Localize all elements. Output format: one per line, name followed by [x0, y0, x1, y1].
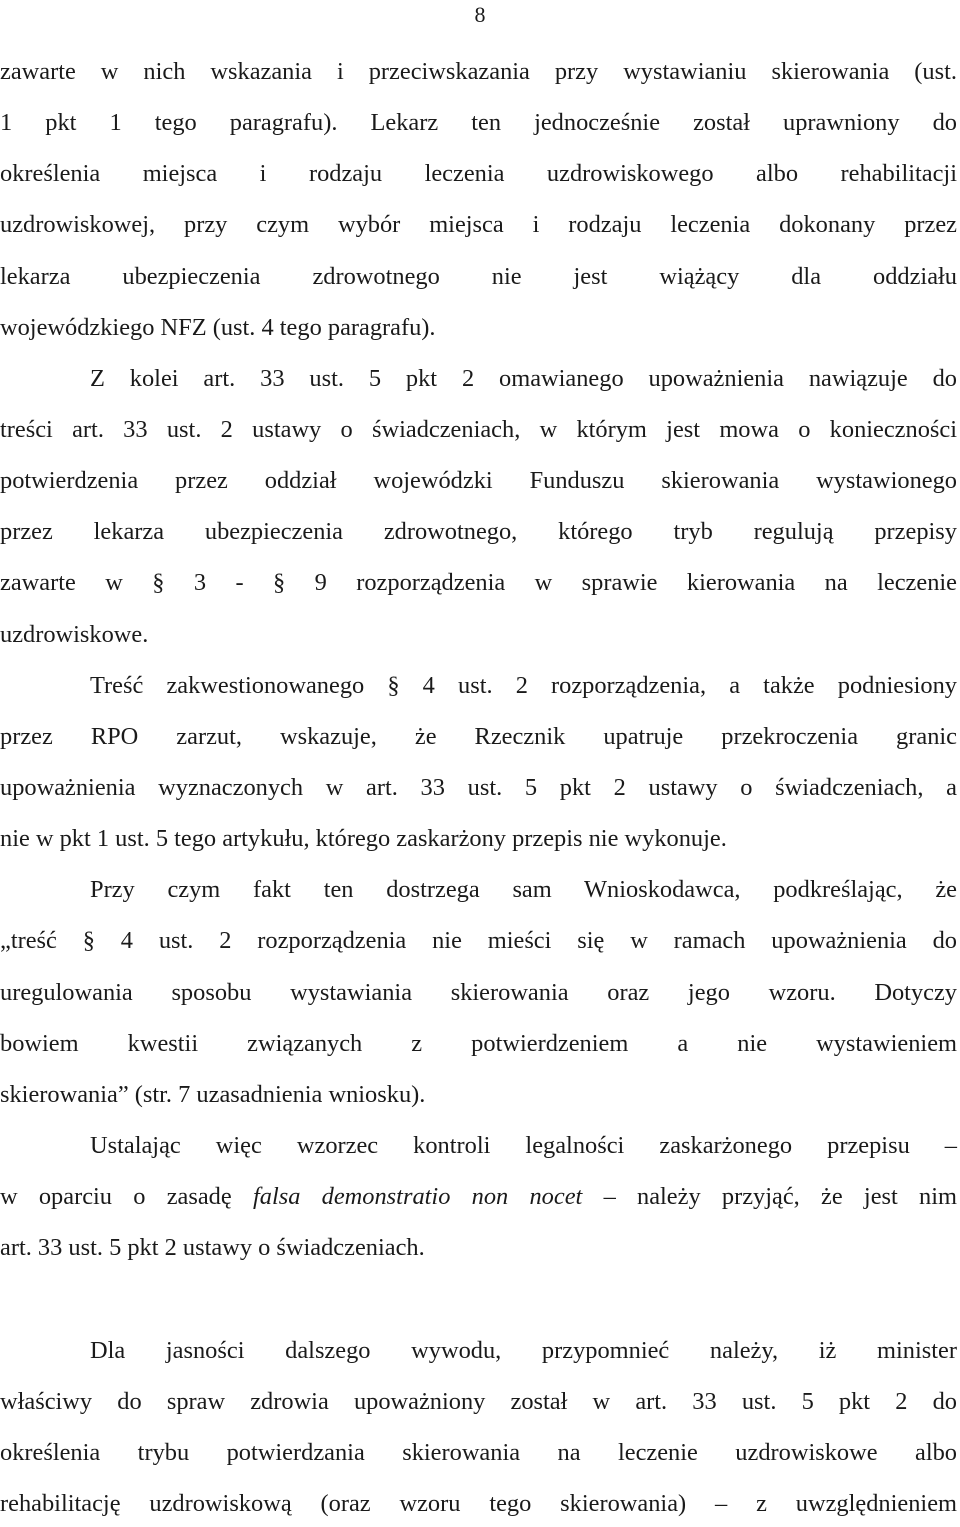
text-line: bowiem kwestii związanych z potwierdzeniem a nie wystawieniem [0, 1030, 957, 1057]
text-line: określenia trybu potwierdzania skierowania na leczenie uzdrowiskowe albo [0, 1439, 957, 1466]
text-segment: – należy przyjąć, że jest nim [603, 1183, 957, 1210]
text-line: wojewódzkiego NFZ (ust. 4 tego paragrafu). [0, 314, 436, 341]
text-line: zawarte w nich wskazania i przeciwskazania przy wystawianiu skierowania (ust. [0, 58, 957, 85]
text-line: przez lekarza ubezpieczenia zdrowotnego, którego tryb regulują przepisy [0, 518, 957, 545]
text-line: właściwy do spraw zdrowia upoważniony został w art. 33 ust. 5 pkt 2 do [0, 1388, 957, 1415]
paragraph-start-line: Ustalając więc wzorzec kontroli legalności zaskarżonego przepisu – [90, 1132, 957, 1159]
paragraph-start-line: Treść zakwestionowanego § 4 ust. 2 rozporządzenia, a także podniesiony [90, 672, 957, 699]
text-line: upoważnienia wyznaczonych w art. 33 ust. 5 pkt 2 ustawy o świadczeniach, a [0, 774, 957, 801]
text-line: art. 33 ust. 5 pkt 2 ustawy o świadczeniach. [0, 1234, 425, 1261]
text-line: określenia miejsca i rodzaju leczenia uzdrowiskowego albo rehabilitacji [0, 160, 957, 187]
text-line: treści art. 33 ust. 2 ustawy o świadczeniach, w którym jest mowa o konieczności [0, 416, 957, 443]
text-line: lekarza ubezpieczenia zdrowotnego nie jest wiążący dla oddziału [0, 263, 957, 290]
text-segment: w oparciu o zasadę [0, 1183, 232, 1210]
paragraph-start-line: Przy czym fakt ten dostrzega sam Wnioskodawca, podkreślając, że [90, 876, 957, 903]
text-line: przez RPO zarzut, wskazuje, że Rzecznik upatruje przekroczenia granic [0, 723, 957, 750]
text-line: uregulowania sposobu wystawiania skierowania oraz jego wzoru. Dotyczy [0, 979, 957, 1006]
text-line: uzdrowiskowe. [0, 621, 149, 648]
paragraph-start-line: Z kolei art. 33 ust. 5 pkt 2 omawianego upoważnienia nawiązuje do [90, 365, 957, 392]
text-line: uzdrowiskowej, przy czym wybór miejsca i rodzaju leczenia dokonany przez [0, 211, 957, 238]
paragraph-start-line: Dla jasności dalszego wywodu, przypomnieć należy, iż minister [90, 1337, 957, 1364]
latin-phrase: falsa demonstratio non nocet [252, 1183, 583, 1210]
text-line: skierowania” (str. 7 uzasadnienia wniosku). [0, 1081, 426, 1108]
text-line: nie w pkt 1 ust. 5 tego artykułu, którego zaskarżony przepis nie wykonuje. [0, 825, 727, 852]
text-line: 1 pkt 1 tego paragrafu). Lekarz ten jednocześnie został uprawniony do [0, 109, 957, 136]
text-line: zawarte w § 3 - § 9 rozporządzenia w sprawie kierowania na leczenie [0, 569, 957, 596]
page-number: 8 [474, 2, 486, 27]
text-line-with-latin-phrase [0, 1180, 957, 1214]
text-line: potwierdzenia przez oddział wojewódzki Funduszu skierowania wystawionego [0, 467, 957, 494]
text-line: „treść § 4 ust. 2 rozporządzenia nie mieści się w ramach upoważnienia do [0, 927, 957, 954]
text-line: rehabilitację uzdrowiskową (oraz wzoru tego skierowania) – z uwzględnieniem [0, 1490, 957, 1517]
